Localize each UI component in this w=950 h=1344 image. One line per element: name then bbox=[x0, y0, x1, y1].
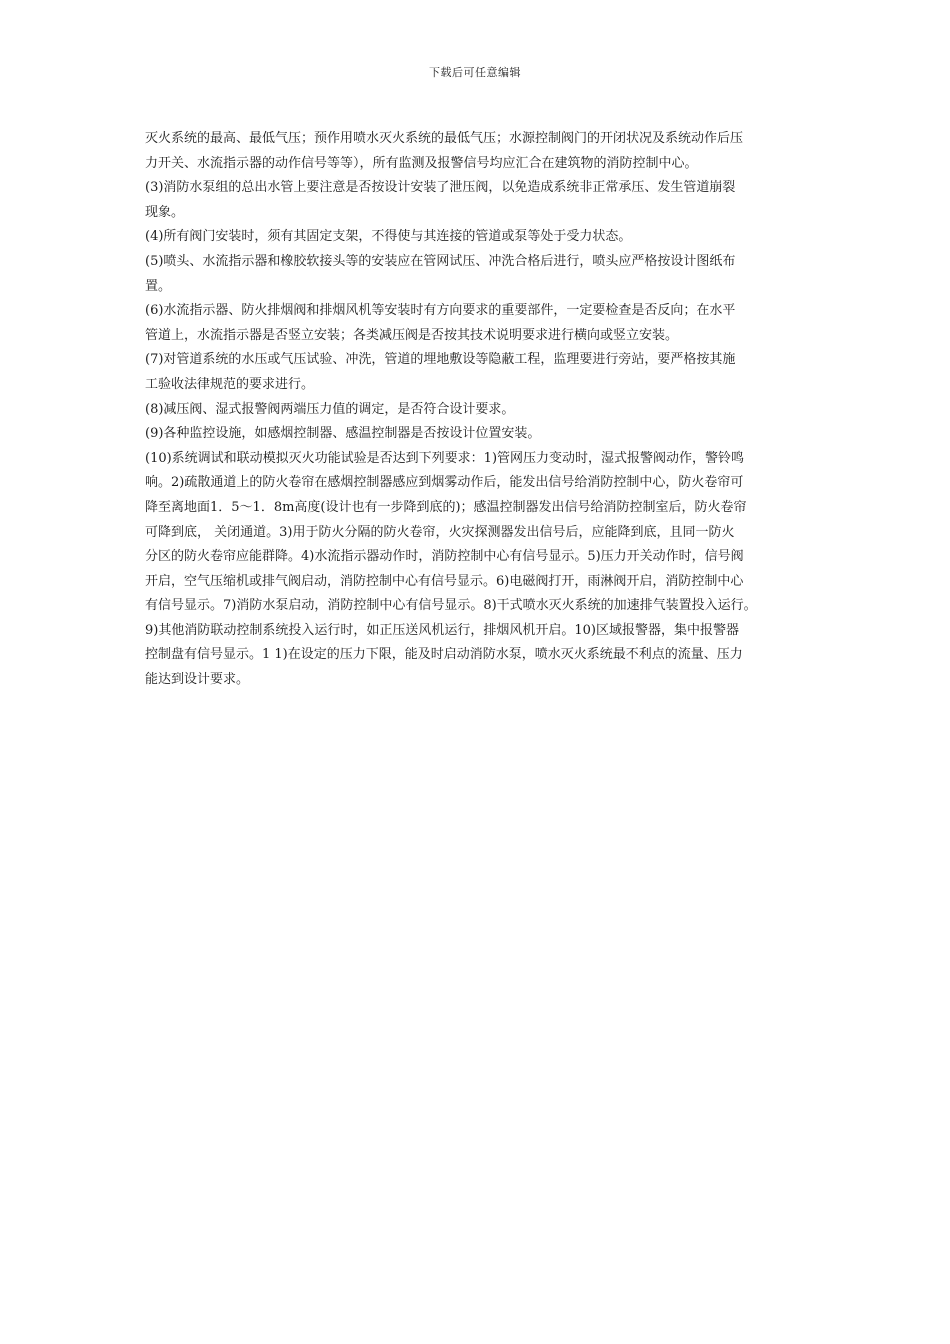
text-line: 降至离地面1．5～1．8m高度(设计也有一步降到底的)；感温控制器发出信号给消防控制室后，防火卷帘 bbox=[145, 499, 747, 515]
page-header: 下载后可任意编辑 bbox=[429, 66, 521, 79]
text-line: 灭火系统的最高、最低气压；预作用喷水灭火系统的最低气压；水源控制阀门的开闭状况及系统动作后压 bbox=[145, 131, 744, 146]
text-line: (4)所有阀门安装时，须有其固定支架，不得使与其连接的管道或泵等处于受力状态。 bbox=[145, 229, 632, 245]
text-line: (10)系统调试和联动模拟灭火功能试验是否达到下列要求：1)管网压力变动时，湿式报警阀动作，警铃鸣 bbox=[145, 450, 745, 466]
text-line: 工验收法律规范的要求进行。 bbox=[145, 376, 315, 392]
text-line: 响。2)疏散通道上的防火卷帘在感烟控制器感应到烟雾动作后，能发出信号给消防控制中心，防火卷帘可 bbox=[145, 475, 744, 491]
text-line: 现象。 bbox=[145, 204, 185, 220]
text-line: 控制盘有信号显示。1 1)在设定的压力下限，能及时启动消防水泵，喷水灭火系统最不利点的流量、压力 bbox=[145, 647, 743, 663]
text-line: 开启，空气压缩机或排气阀启动，消防控制中心有信号显示。6)电磁阀打开，雨淋阀开启，消防控制中心 bbox=[145, 573, 744, 589]
text-line: 有信号显示。7)消防水泵启动，消防控制中心有信号显示。8)干式喷水灭火系统的加速排气装置投入运行。 bbox=[145, 598, 757, 614]
text-line: 能达到设计要求。 bbox=[145, 672, 250, 688]
text-line: 置。 bbox=[145, 278, 172, 294]
document-body bbox=[145, 127, 821, 693]
text-line: 可降到底， 关闭通道。3)用于防火分隔的防火卷帘，火灾探测器发出信号后，应能降到底，且同一防火 bbox=[145, 524, 735, 540]
text-line: (3)消防水泵组的总出水管上要注意是否按设计安装了泄压阀，以免造成系统非正常承压、发生管道崩裂 bbox=[145, 180, 736, 196]
text-line: (8)减压阀、湿式报警阀两端压力值的调定，是否符合设计要求。 bbox=[145, 401, 515, 417]
text-line: (7)对管道系统的水压或气压试验、冲洗，管道的埋地敷设等隐蔽工程，监理要进行旁站，要严格按其施 bbox=[145, 352, 736, 368]
text-line: 力开关、水流指示器的动作信号等等），所有监测及报警信号均应汇合在建筑物的消防控制中心。 bbox=[145, 155, 698, 171]
text-line: 9)其他消防联动控制系统投入运行时，如正压送风机运行，排烟风机开启。10)区域报警器，集中报警器 bbox=[145, 622, 739, 638]
text-line: 管道上，水流指示器是否竖立安装；各类减压阀是否按其技术说明要求进行横向或竖立安装。 bbox=[145, 327, 679, 343]
text-line: (5)喷头、水流指示器和橡胶软接头等的安装应在管网试压、冲洗合格后进行，喷头应严格按设计图纸布 bbox=[145, 253, 736, 269]
text-line: (6)水流指示器、防火排烟阀和排烟风机等安装时有方向要求的重要部件，一定要检查是否反向；在水平 bbox=[145, 303, 736, 319]
text-line: (9)各种监控设施，如感烟控制器、感温控制器是否按设计位置安装。 bbox=[145, 426, 541, 442]
text-line: 分区的防火卷帘应能群降。4)水流指示器动作时，消防控制中心有信号显示。5)压力开关动作时，信号阀 bbox=[145, 549, 744, 565]
